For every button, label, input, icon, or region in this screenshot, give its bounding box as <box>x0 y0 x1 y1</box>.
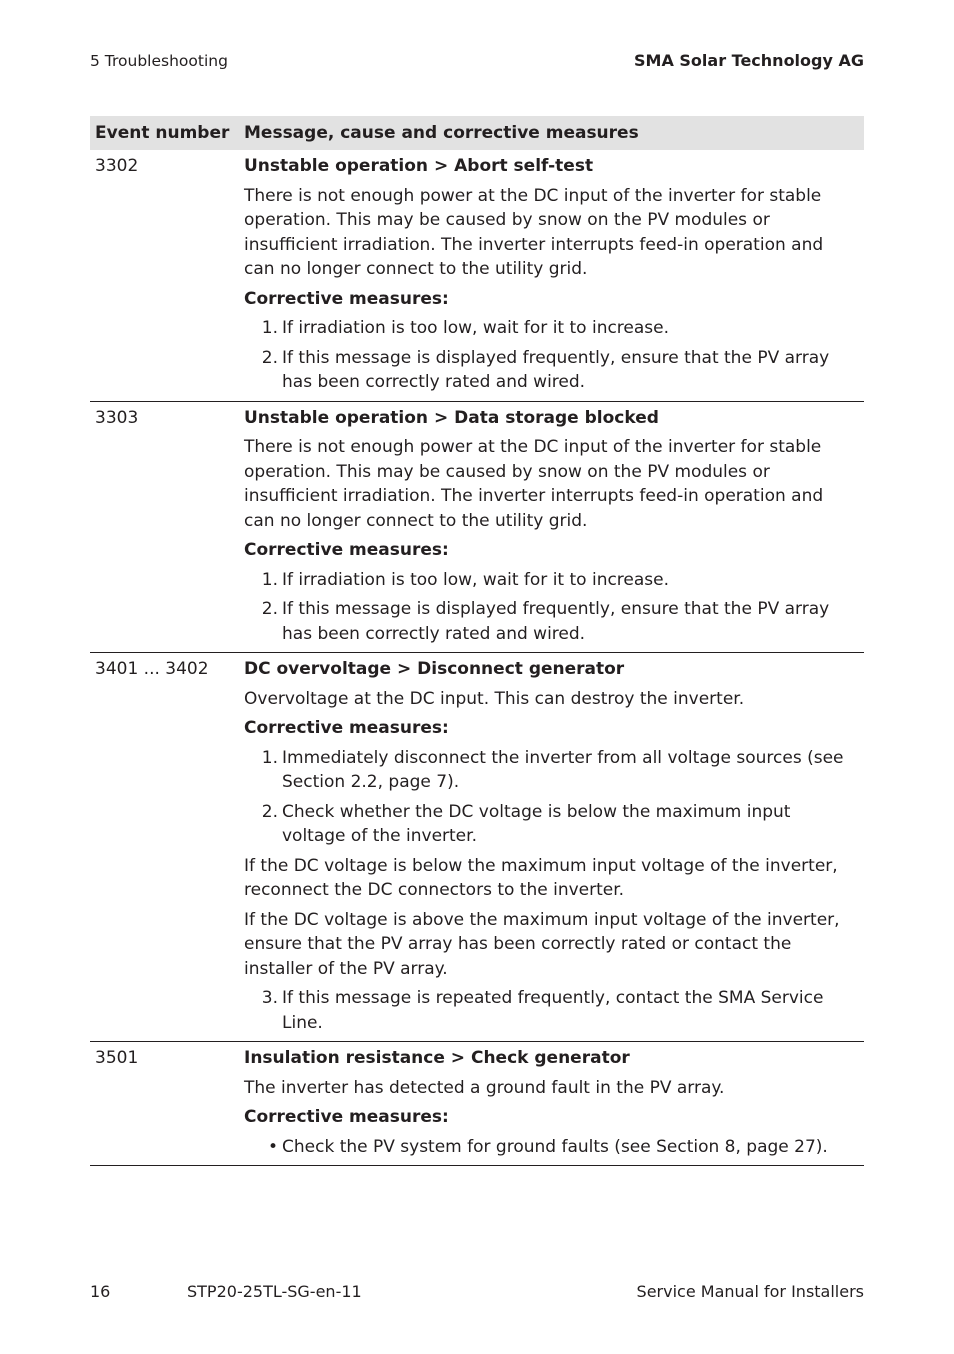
manual-title: Service Manual for Installers <box>636 1282 864 1301</box>
list-number: 1. <box>261 569 278 590</box>
list-number: 1. <box>261 747 278 768</box>
table-header <box>90 116 864 150</box>
col-header-event: Event number <box>95 123 230 143</box>
table-row <box>90 402 864 654</box>
col-header-message: Message, cause and corrective measures <box>244 123 639 143</box>
event-table <box>90 116 864 1166</box>
list-item <box>244 746 858 795</box>
list-number: 2. <box>261 347 278 368</box>
event-cause: Overvoltage at the DC input. This can destroy the inverter. <box>244 688 745 709</box>
header-section: 5 Troubleshooting <box>90 52 228 70</box>
list-text: If this message is repeated frequently, contact the SMA Service Line. <box>282 988 824 1033</box>
event-number: 3501 <box>95 1048 139 1068</box>
page-number: 16 <box>90 1282 111 1301</box>
measures-label: Corrective measures: <box>244 718 449 738</box>
event-details <box>244 657 864 1035</box>
list-number: 2. <box>261 801 278 822</box>
event-title: Unstable operation > Data storage blocked <box>244 407 659 428</box>
event-details <box>244 1046 864 1159</box>
event-details <box>244 406 864 647</box>
event-cause: The inverter has detected a ground fault in the PV array. <box>244 1077 725 1098</box>
event-number: 3401 ... 3402 <box>95 659 209 679</box>
list-item <box>244 346 858 395</box>
table-row <box>90 1042 864 1166</box>
list-text: If this message is displayed frequently, ensure that the PV array has been correctly rated and wired. <box>282 347 830 392</box>
table-row <box>90 150 864 402</box>
event-number: 3303 <box>95 407 139 428</box>
document-code: STP20-25TL-SG-en-11 <box>187 1282 362 1301</box>
list-item <box>244 568 858 593</box>
event-cause: There is not enough power at the DC input of the inverter for stable operation. This may be caused by snow on the PV modules or insufficient irradiation. The inverter interrupts feed-in operation and can no longer connect to the utility grid. <box>244 185 824 279</box>
measures-label: Corrective measures: <box>244 540 449 560</box>
measures-label: Corrective measures: <box>244 288 449 309</box>
header-company: SMA Solar Technology AG <box>634 51 864 70</box>
list-text: Check whether the DC voltage is below the maximum input voltage of the inverter. <box>282 801 791 846</box>
list-item <box>244 800 858 849</box>
event-title: Unstable operation > Abort self-test <box>244 156 594 176</box>
bullet-icon: • <box>267 1136 278 1157</box>
table-row <box>90 653 864 1042</box>
list-text: If irradiation is too low, wait for it to increase. <box>282 318 670 338</box>
note-paragraph: If the DC voltage is below the maximum input voltage of the inverter, reconnect the DC connectors to the inverter. <box>244 855 838 900</box>
list-number: 1. <box>261 318 278 338</box>
event-details <box>244 154 864 395</box>
list-item <box>244 316 858 341</box>
event-cause: There is not enough power at the DC input of the inverter for stable operation. This may be caused by snow on the PV modules or insufficient irradiation. The inverter interrupts feed-in operation and can no longer connect to the utility grid. <box>244 437 824 531</box>
event-number: 3302 <box>95 156 139 176</box>
list-item <box>244 1135 858 1160</box>
list-number: 2. <box>261 599 278 619</box>
note-paragraph: If the DC voltage is above the maximum input voltage of the inverter, ensure that the PV array has been correctly rated or contact the installer of the PV array. <box>244 909 840 979</box>
event-title: DC overvoltage > Disconnect generator <box>244 659 625 679</box>
list-text: If this message is displayed frequently, ensure that the PV array has been correctly rated and wired. <box>282 599 830 644</box>
event-title: Insulation resistance > Check generator <box>244 1048 630 1068</box>
list-text: Immediately disconnect the inverter from all voltage sources (see Section 2.2, page 7). <box>282 747 844 792</box>
list-item <box>244 597 858 646</box>
list-text: Check the PV system for ground faults (see Section 8, page 27). <box>282 1136 828 1157</box>
list-number: 3. <box>261 988 278 1008</box>
list-item <box>244 986 858 1035</box>
measures-label: Corrective measures: <box>244 1107 449 1127</box>
list-text: If irradiation is too low, wait for it to increase. <box>282 569 670 590</box>
